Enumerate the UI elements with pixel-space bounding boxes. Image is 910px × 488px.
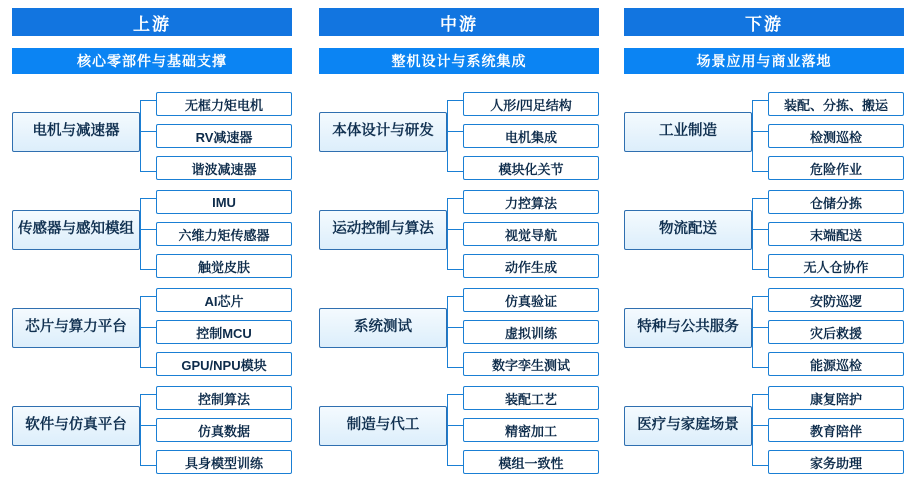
connector-line xyxy=(752,394,768,466)
column-title: 上游 xyxy=(12,8,292,36)
column-downstream xyxy=(616,0,910,488)
list-item[interactable]: 视觉导航 xyxy=(463,222,599,246)
category-box[interactable]: 制造与代工 xyxy=(319,406,447,446)
connector-line xyxy=(752,100,768,172)
connector-stub xyxy=(140,131,156,132)
item-list xyxy=(768,382,904,478)
list-item[interactable]: 精密加工 xyxy=(463,418,599,442)
category-box[interactable]: 工业制造 xyxy=(624,112,752,152)
list-item[interactable]: 末端配送 xyxy=(768,222,904,246)
connector-stub xyxy=(447,229,463,230)
list-item[interactable]: 装配工艺 xyxy=(463,386,599,410)
list-item[interactable]: 人形/四足结构 xyxy=(463,92,599,116)
item-list xyxy=(156,382,292,478)
list-item[interactable]: 仓储分拣 xyxy=(768,190,904,214)
item-list xyxy=(463,186,599,282)
list-item[interactable]: 危险作业 xyxy=(768,156,904,180)
list-item[interactable]: 具身模型训练 xyxy=(156,450,292,474)
list-item[interactable]: 无人仓协作 xyxy=(768,254,904,278)
item-list xyxy=(156,88,292,184)
group xyxy=(4,186,300,282)
list-item[interactable]: 电机集成 xyxy=(463,124,599,148)
list-item[interactable]: 触觉皮肤 xyxy=(156,254,292,278)
connector-line xyxy=(752,198,768,270)
list-item[interactable]: 检测巡检 xyxy=(768,124,904,148)
connector-stub xyxy=(752,425,768,426)
column-title: 中游 xyxy=(319,8,599,36)
item-list xyxy=(463,382,599,478)
connector-stub xyxy=(447,425,463,426)
group xyxy=(4,284,300,380)
category-box[interactable]: 电机与减速器 xyxy=(12,112,140,152)
group xyxy=(616,186,910,282)
list-item[interactable]: 安防巡逻 xyxy=(768,288,904,312)
connector-stub xyxy=(447,131,463,132)
item-list xyxy=(463,88,599,184)
list-item[interactable]: 数字孪生测试 xyxy=(463,352,599,376)
group xyxy=(4,88,300,184)
connector-line xyxy=(140,394,156,466)
category-box[interactable]: 软件与仿真平台 xyxy=(12,406,140,446)
list-item[interactable]: 控制MCU xyxy=(156,320,292,344)
group xyxy=(616,88,910,184)
list-item[interactable]: IMU xyxy=(156,190,292,214)
item-list xyxy=(463,284,599,380)
connector-line xyxy=(140,100,156,172)
list-item[interactable]: 模组一致性 xyxy=(463,450,599,474)
group xyxy=(311,88,607,184)
category-box[interactable]: 本体设计与研发 xyxy=(319,112,447,152)
connector-stub xyxy=(752,229,768,230)
category-box[interactable]: 传感器与感知模组 xyxy=(12,210,140,250)
connector-stub xyxy=(752,327,768,328)
list-item[interactable]: 六维力矩传感器 xyxy=(156,222,292,246)
column-title: 下游 xyxy=(624,8,904,36)
group xyxy=(311,284,607,380)
connector-line xyxy=(447,394,463,466)
category-box[interactable]: 运动控制与算法 xyxy=(319,210,447,250)
list-item[interactable]: 动作生成 xyxy=(463,254,599,278)
list-item[interactable]: 仿真验证 xyxy=(463,288,599,312)
connector-line xyxy=(447,198,463,270)
column-subtitle: 场景应用与商业落地 xyxy=(624,48,904,74)
list-item[interactable]: AI芯片 xyxy=(156,288,292,312)
list-item[interactable]: 能源巡检 xyxy=(768,352,904,376)
group xyxy=(4,382,300,478)
category-box[interactable]: 芯片与算力平台 xyxy=(12,308,140,348)
category-box[interactable]: 物流配送 xyxy=(624,210,752,250)
group xyxy=(616,382,910,478)
list-item[interactable]: 康复陪护 xyxy=(768,386,904,410)
connector-line xyxy=(140,296,156,368)
connector-stub xyxy=(752,131,768,132)
item-list xyxy=(768,284,904,380)
group xyxy=(616,284,910,380)
list-item[interactable]: RV减速器 xyxy=(156,124,292,148)
list-item[interactable]: 教育陪伴 xyxy=(768,418,904,442)
category-box[interactable]: 特种与公共服务 xyxy=(624,308,752,348)
connector-line xyxy=(140,198,156,270)
connector-stub xyxy=(140,229,156,230)
list-item[interactable]: 虚拟训练 xyxy=(463,320,599,344)
group xyxy=(311,382,607,478)
column-subtitle: 核心零部件与基础支撑 xyxy=(12,48,292,74)
connector-stub xyxy=(140,327,156,328)
group xyxy=(311,186,607,282)
list-item[interactable]: 力控算法 xyxy=(463,190,599,214)
category-box[interactable]: 医疗与家庭场景 xyxy=(624,406,752,446)
connector-stub xyxy=(447,327,463,328)
column-midstream xyxy=(311,0,607,488)
list-item[interactable]: 仿真数据 xyxy=(156,418,292,442)
connector-stub xyxy=(140,425,156,426)
column-upstream xyxy=(4,0,300,488)
connector-line xyxy=(752,296,768,368)
list-item[interactable]: GPU/NPU模块 xyxy=(156,352,292,376)
list-item[interactable]: 控制算法 xyxy=(156,386,292,410)
connector-line xyxy=(447,296,463,368)
category-box[interactable]: 系统测试 xyxy=(319,308,447,348)
item-list xyxy=(768,88,904,184)
list-item[interactable]: 无框力矩电机 xyxy=(156,92,292,116)
list-item[interactable]: 模块化关节 xyxy=(463,156,599,180)
connector-line xyxy=(447,100,463,172)
item-list xyxy=(768,186,904,282)
list-item[interactable]: 装配、分拣、搬运 xyxy=(768,92,904,116)
item-list xyxy=(156,284,292,380)
list-item[interactable]: 谐波减速器 xyxy=(156,156,292,180)
list-item[interactable]: 家务助理 xyxy=(768,450,904,474)
column-subtitle: 整机设计与系统集成 xyxy=(319,48,599,74)
item-list xyxy=(156,186,292,282)
list-item[interactable]: 灾后救援 xyxy=(768,320,904,344)
